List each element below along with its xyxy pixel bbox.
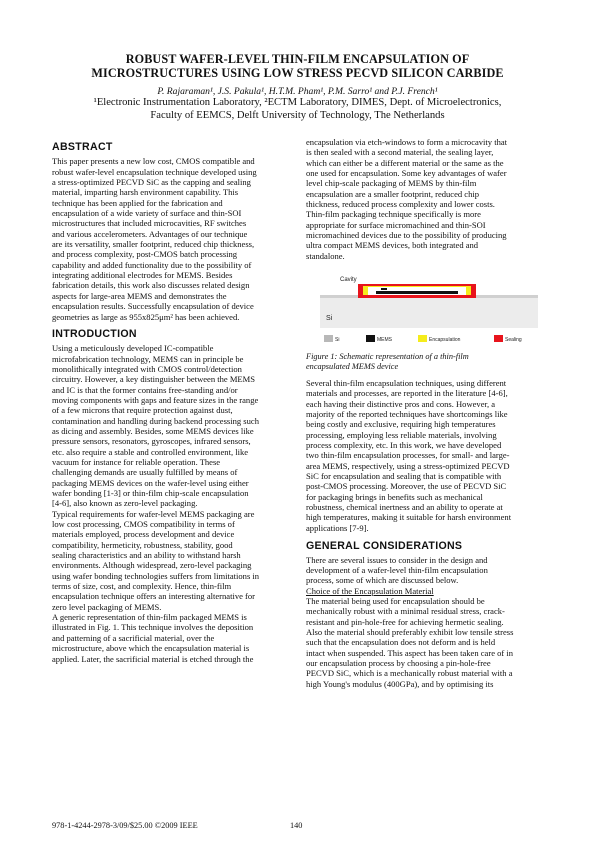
text-line: Typical requirements for wafer-level MEMS packaging are	[52, 508, 255, 519]
text-line: wafer bonding [1-3] or thin-film chip-scale encapsulation	[52, 488, 249, 498]
introduction-heading: INTRODUCTION	[52, 327, 137, 340]
text-line: etc. also require a stable and controlled environment, like	[52, 446, 249, 457]
legend-label: Encapsulation	[429, 337, 461, 343]
general-heading: GENERAL CONSIDERATIONS	[306, 540, 463, 553]
text-line: circuitry. However, a key distinguisher between the MEMS	[52, 374, 255, 385]
text-line: ultra compact MEMS devices, both integrated and	[306, 240, 479, 251]
text-line: encapsulation via etch-windows to form a microcavity that	[306, 137, 508, 147]
text-line: for packaging brings in benefits such as mechanical	[306, 491, 483, 502]
figure-1-caption	[306, 352, 550, 372]
text-line: being costly and exclusive, requiring high temperatures	[306, 419, 496, 430]
right-column-top	[306, 137, 550, 261]
text-line: zero level packaging of MEMS.	[52, 601, 162, 612]
text-line: mechanically robust with a minimal residual stress, crack-	[306, 606, 505, 617]
legend-label: Si	[335, 337, 340, 343]
text-line: microfabrication technology, MEMS can in principle be	[52, 353, 244, 364]
legend-swatch	[366, 335, 375, 342]
encapsulation-material-subheading: Choice of the Encapsulation Material	[306, 585, 434, 596]
text-line: challenging demands are usually fulfilled by means of	[52, 467, 238, 478]
text-line: materials employed, process development and device	[52, 529, 235, 540]
authors: P. Rajaraman¹, J.S. Pakula¹, H.T.M. Pham¹, P.M. Sarro¹ and P.J. French¹	[157, 86, 438, 97]
introduction-body	[52, 343, 290, 664]
text-line: monolithically integrated with CMOS control/detection	[52, 363, 242, 374]
text-line: of a few microns that require protection against dust,	[52, 405, 233, 416]
text-line: each having their distinctive pros and cons. However, a	[306, 398, 496, 409]
text-line: PECVD SiC, which is a mechanically robust material with a	[306, 668, 513, 679]
text-line: geometries as large as 955x825μm² has been achieved.	[52, 311, 240, 322]
text-line: Using a meticulously developed IC-compatible	[52, 343, 214, 354]
left-column	[52, 142, 290, 664]
cavity-label: Cavity	[340, 277, 357, 283]
text-line: encapsulation results. Successfully encapsulation of device	[52, 301, 254, 312]
text-line: and process complexity, post-CMOS batch processing	[52, 249, 238, 260]
text-line: majority of the reported techniques have shortcomings like	[306, 409, 508, 420]
text-line: appropriate for surface micromachined and thin-SOI	[306, 219, 486, 230]
text-line: encapsulation are a smaller footprint, reduced chip	[306, 188, 480, 199]
text-line: standalone.	[306, 250, 345, 261]
right-mid-body	[306, 378, 550, 533]
text-line: Also the material should preferably exhibit low tensile stress	[306, 626, 514, 637]
text-line: applied. Later, the sacrificial material is etched through the	[52, 653, 254, 664]
text-line: micromachined devices due to the possibility of producing	[306, 230, 507, 241]
text-line: packaging MEMS devices on the wafer-level using either	[52, 477, 249, 488]
text-line: high temperatures, making it suitable for harsh environment	[306, 512, 512, 523]
text-line: A generic representation of thin-film packaged MEMS is	[52, 612, 247, 623]
text-line: intact when suspended. This aspect has been taken care of in	[306, 647, 514, 658]
general-body-2	[306, 596, 550, 689]
text-line: pressure sensors, resonators, gyroscopes, infrared sensors,	[52, 436, 251, 447]
affiliation-line-2: Faculty of EEMCS, Delft University of Technology, The Netherlands	[150, 110, 445, 121]
text-line: microstructures that included microcavities, RF switches	[52, 218, 247, 229]
affiliation-line-1: ¹Electronic Instrumentation Laboratory, ²ECTM Laboratory, DIMES, Dept. of Microelectronics,	[93, 97, 502, 108]
legend-label: Sealing	[505, 337, 522, 343]
text-line: resistant and pin-hole-free for achieving hermetic sealing.	[306, 616, 504, 627]
figure-legend	[324, 335, 522, 343]
mems-structure	[376, 291, 458, 294]
legend-swatch	[324, 335, 333, 342]
text-line: Thin-film packaging technique specifically is more	[306, 209, 481, 220]
title-line-1: ROBUST WAFER-LEVEL THIN-FILM ENCAPSULATION OF	[125, 52, 470, 66]
right-top-body	[306, 137, 550, 261]
text-line: two thin-film encapsulation processes, for small- and large-	[306, 450, 510, 461]
text-line: fabrication details, this work also discusses related design	[52, 280, 250, 291]
text-line: This paper presents a new low cost, CMOS compatible and	[52, 156, 255, 167]
figure-1-schematic	[306, 272, 548, 347]
text-line: as dicing and assembly. Besides, some MEMS devices like	[52, 425, 254, 436]
text-line: post-CMOS processing. Moreover, the use of PECVD SiC	[306, 481, 507, 492]
caption-line-1: Figure 1: Schematic representation of a thin-film	[306, 352, 469, 361]
text-line: technique has been applied for the fabrication and	[52, 197, 223, 208]
si-substrate	[320, 298, 538, 328]
text-line: robustness, chemical inertness and an ability to operate at	[306, 502, 503, 513]
text-line: processing, employing less reliable materials, involving	[306, 429, 497, 440]
text-line: our encapsulation process by choosing a pin-hole-free	[306, 657, 491, 668]
text-line: high Young's modulus (400GPa), and by optimising its	[306, 678, 494, 689]
footer-page-number: 140	[290, 821, 303, 830]
mems-anchor	[381, 288, 387, 290]
text-line: process, some of which are discussed below.	[306, 575, 459, 586]
text-line: The material being used for encapsulation should be	[306, 595, 485, 606]
text-line: capability and added functionality due to the possibility of	[52, 259, 252, 270]
paper-title	[40, 52, 555, 80]
text-line: integrating additional electrodes for MEMS. Besides	[52, 270, 233, 281]
general-body	[306, 555, 550, 586]
text-line: are its versatility, smaller footprint, reduced chip thickness,	[52, 239, 255, 250]
text-line: aspects for large-area MEMS and demonstrates the	[52, 290, 227, 301]
text-line: encapsulation technique offers an interesting alternative for	[52, 591, 255, 602]
text-line: such that the encapsulation does not deform and is held	[306, 637, 496, 648]
footer-isbn: 978-1-4244-2978-3/09/$25.00 ©2009 IEEE	[52, 821, 198, 830]
text-line: robust wafer-level encapsulation technique developed using	[52, 166, 257, 177]
text-line: encapsulation of a wide variety of surface and thin-SOI	[52, 208, 242, 219]
caption-line-2: encapsulated MEMS device	[306, 362, 399, 371]
text-line: area MEMS, respectively, using a stress-optimized PECVD	[306, 460, 510, 471]
text-line: which can either be a different material or the same as the	[306, 157, 504, 168]
text-line: Several thin-film encapsulation techniques, using different	[306, 378, 507, 388]
text-line: materials and processes, are reported in the literature [4-6],	[306, 388, 508, 399]
text-line: and IC is that the former contains free-standing and/or	[52, 384, 238, 395]
text-line: is then sealed with a second material, the sealing layer,	[306, 147, 494, 158]
legend-swatch	[494, 335, 503, 342]
text-line: There are several issues to consider in the design and	[306, 554, 488, 565]
text-line: illustrated in Fig. 1. This technique involves the deposition	[52, 622, 254, 633]
figure-1	[306, 272, 548, 347]
text-line: a stress-optimized PECVD SiC as the capping and sealing	[52, 177, 251, 188]
right-column-bottom	[306, 378, 550, 689]
text-line: level chip-scale packaging of MEMS by thin-film	[306, 178, 477, 189]
title-line-2: MICROSTRUCTURES USING LOW STRESS PECVD SILICON CARBIDE	[91, 66, 504, 80]
text-line: development of a wafer-level thin-film encapsulation	[306, 564, 488, 575]
text-line: environments. Although widespread, zero-level packaging	[52, 560, 252, 571]
text-line: compatibility, hermeticity, robustness, stability, good	[52, 539, 233, 550]
text-line: low cost processing, CMOS compatibility in terms of	[52, 519, 235, 530]
text-line: material, imparting harsh environment capability. This	[52, 187, 239, 198]
text-line: sealing characteristics and an ability to withstand harsh	[52, 550, 241, 561]
text-line: process complexity, etc. In this work, we have developed	[306, 440, 502, 451]
text-line: SiC for encapsulation and sealing that is compatible with	[306, 471, 502, 482]
si-label: Si	[326, 315, 333, 322]
text-line: contamination and handling during backend processing such	[52, 415, 259, 426]
text-line: applications [7-9].	[306, 522, 369, 533]
text-line: terms of size, cost, and complexity. Hence, thin-film	[52, 581, 232, 592]
text-line: one used for encapsulation. Some key advantages of wafer	[306, 168, 507, 179]
text-line: thickness, reduced process complexity and lower costs.	[306, 199, 495, 210]
text-line: and patterning of a sacrificial material, over the	[52, 632, 215, 643]
abstract-heading: ABSTRACT	[52, 141, 113, 153]
text-line: using wafer bonding technologies suffers from limitations in	[52, 570, 260, 581]
text-line: vacuum for instance for reliable operation. These	[52, 456, 221, 467]
legend-label: MEMS	[377, 337, 392, 343]
text-line: microstructure, above which the encapsulation material is	[52, 643, 250, 654]
legend-swatch	[418, 335, 427, 342]
text-line: moving components with gaps and feature sizes in the range	[52, 394, 259, 405]
text-line: and various accelerometers. Advantages of our technique	[52, 228, 248, 239]
text-line: [4-6], also known as zero-level packaging.	[52, 498, 198, 509]
abstract-body	[52, 156, 290, 322]
affiliation	[40, 96, 555, 122]
